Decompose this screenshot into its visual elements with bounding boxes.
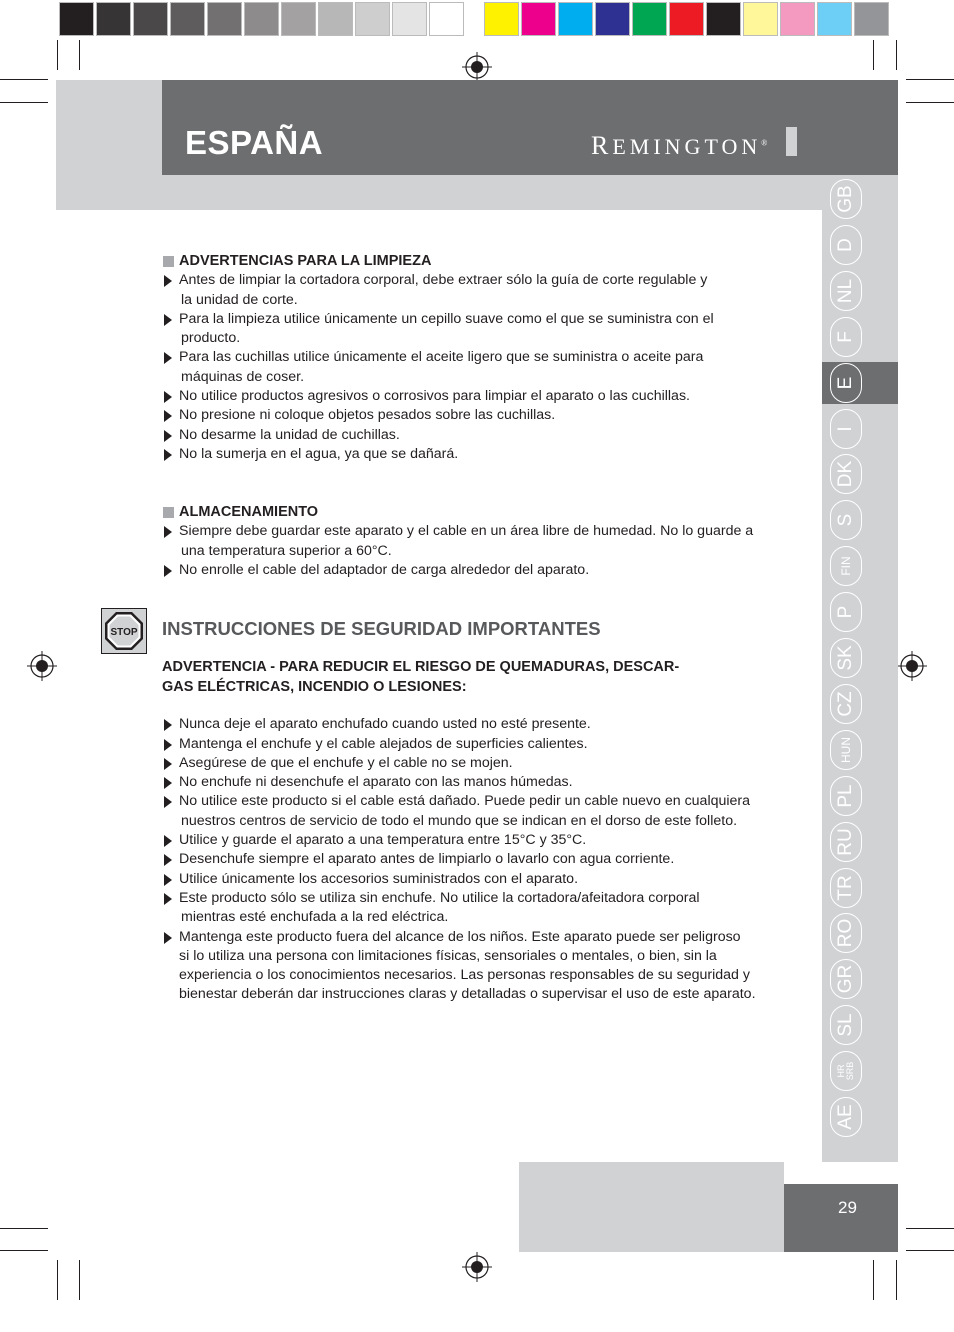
language-tab-pl[interactable]	[830, 776, 862, 816]
cleaning-list	[162, 271, 807, 464]
color-swatch	[706, 2, 741, 36]
language-tab-label: SL	[835, 1013, 856, 1037]
crop-mark	[79, 1260, 80, 1300]
list-item-line: máquinas de coser.	[181, 368, 305, 385]
list-item-line: No presione ni coloque objetos pesados sobre las cuchillas.	[179, 407, 556, 424]
list-item-line: No desarme la unidad de cuchillas.	[179, 426, 400, 443]
crop-mark	[873, 40, 874, 70]
safety-list	[162, 715, 807, 1004]
color-swatch	[595, 2, 630, 36]
triangle-bullet-icon	[164, 739, 172, 751]
language-tab-sk[interactable]	[830, 638, 862, 678]
list-item-line: No la sumerja en el agua, ya que se dañará.	[179, 445, 459, 462]
color-swatch	[484, 2, 519, 36]
color-swatch	[632, 2, 667, 36]
color-swatch	[133, 2, 168, 36]
color-swatch	[281, 2, 316, 36]
color-swatch	[318, 2, 353, 36]
section-heading	[162, 503, 807, 522]
crop-mark	[0, 102, 48, 103]
language-tab-ae[interactable]	[830, 1097, 862, 1137]
crop-mark	[0, 1228, 48, 1229]
language-tab-ru[interactable]	[830, 822, 862, 862]
page-title: ESPAÑA	[185, 124, 324, 161]
language-tab-label: PL	[835, 784, 856, 808]
color-swatch	[244, 2, 279, 36]
list-item-line: una temperatura superior a 60°C.	[181, 542, 392, 559]
list-item-line: No utilice este producto si el cable está dañado. Puede pedir un cable nuevo en cualquiera	[179, 793, 751, 810]
triangle-bullet-icon	[164, 391, 172, 403]
cmyk-color-bar	[484, 2, 891, 38]
triangle-bullet-icon	[164, 835, 172, 847]
safety-section	[162, 619, 807, 1005]
stop-sign-icon	[101, 608, 147, 654]
list-item-line: No enchufe ni desenchufe el aparato con las manos húmedas.	[179, 774, 573, 791]
brand-initial: R	[591, 131, 613, 160]
language-tab-label: DK	[835, 461, 856, 488]
triangle-bullet-icon	[164, 410, 172, 422]
triangle-bullet-icon	[164, 874, 172, 886]
square-bullet-icon	[163, 256, 174, 267]
language-tab-i[interactable]	[830, 409, 862, 449]
list-item-line: experiencia o los conocimientos necesarios. Las personas responsables de su seguridad y	[179, 967, 750, 984]
cleaning-section	[162, 252, 807, 464]
language-tab-label: P	[835, 605, 856, 619]
crop-mark	[79, 40, 80, 70]
language-tab-sl[interactable]	[830, 1005, 862, 1045]
list-item-line: Mantenga el enchufe y el cable alejados de superficies calientes.	[179, 735, 588, 752]
warning-text	[162, 657, 807, 697]
registration-mark-icon	[897, 651, 927, 681]
language-tab-label: CZ	[835, 691, 856, 717]
triangle-bullet-icon	[164, 275, 172, 287]
language-tab-label: RO	[835, 919, 856, 948]
grayscale-color-bar	[59, 2, 466, 38]
triangle-bullet-icon	[164, 893, 172, 905]
footer-background	[519, 1162, 784, 1252]
list-item	[162, 735, 807, 754]
language-tab-label: SK	[835, 645, 856, 671]
triangle-bullet-icon	[164, 719, 172, 731]
language-tab-label: AE	[835, 1104, 856, 1130]
list-item-line: Mantenga este producto fuera del alcance de los niños. Este aparato puede ser peligroso	[179, 928, 741, 945]
cleaning-heading: ADVERTENCIAS PARA LA LIMPIEZA	[179, 253, 432, 269]
list-item	[162, 889, 807, 928]
crop-mark	[896, 1260, 897, 1300]
triangle-bullet-icon	[164, 777, 172, 789]
language-tab-s[interactable]	[830, 500, 862, 540]
brand-logo: REMINGTON®	[591, 131, 768, 160]
language-tab-gb[interactable]	[830, 179, 862, 219]
list-item	[162, 715, 807, 734]
svg-text:STOP: STOP	[110, 627, 138, 638]
color-swatch	[669, 2, 704, 36]
triangle-bullet-icon	[164, 314, 172, 326]
color-swatch	[743, 2, 778, 36]
list-item	[162, 310, 807, 349]
triangle-bullet-icon	[164, 932, 172, 944]
list-item-line: Asegúrese de que el enchufe y el cable no se mojen.	[179, 754, 513, 771]
list-item	[162, 561, 807, 580]
list-item-line: Utilice y guarde el aparato a una temperatura entre 15°C y 35°C.	[179, 832, 587, 849]
crop-mark	[906, 102, 954, 103]
language-tab-dk[interactable]	[830, 454, 862, 494]
crop-mark	[873, 1260, 874, 1300]
color-swatch	[429, 2, 464, 36]
list-item-line: nuestros centros de servicio de todo el mundo que se indican en el dorso de este folleto.	[181, 812, 738, 829]
language-tab-d[interactable]	[830, 225, 862, 265]
section-heading	[162, 252, 807, 271]
list-item-line: bienestar deberán dar instrucciones claras y detalladas o supervisar el uso de este aparato.	[179, 986, 756, 1003]
triangle-bullet-icon	[164, 449, 172, 461]
triangle-bullet-icon	[164, 758, 172, 770]
triangle-bullet-icon	[164, 565, 172, 577]
color-swatch	[392, 2, 427, 36]
list-item	[162, 387, 807, 406]
page-number-box	[784, 1184, 898, 1252]
language-tab-label: GB	[835, 185, 856, 213]
language-tab-hr-srb[interactable]	[830, 1051, 862, 1091]
warning-line: ADVERTENCIA - PARA REDUCIR EL RIESGO DE QUEMADURAS, DESCAR-	[162, 659, 680, 676]
language-tab-label: NL	[835, 278, 856, 303]
square-bullet-icon	[163, 507, 174, 518]
storage-section	[162, 503, 807, 580]
brand-accent-block	[786, 127, 797, 156]
language-tab-nl[interactable]	[830, 271, 862, 311]
list-item-line: Siempre debe guardar este aparato y el cable en un área libre de humedad. No lo guarde a	[179, 523, 754, 540]
page-number: 29	[838, 1198, 857, 1217]
list-item	[162, 426, 807, 445]
triangle-bullet-icon	[164, 854, 172, 866]
language-tab-label: FIN	[839, 556, 853, 576]
list-item-line: No enrolle el cable del adaptador de carga alrededor del aparato.	[179, 561, 590, 578]
list-item	[162, 522, 807, 561]
registration-mark-icon	[462, 1252, 492, 1282]
color-swatch	[558, 2, 593, 36]
list-item	[162, 406, 807, 425]
color-swatch	[96, 2, 131, 36]
crop-mark	[0, 1250, 48, 1251]
color-swatch	[170, 2, 205, 36]
list-item	[162, 754, 807, 773]
list-item-line: Antes de limpiar la cortadora corporal, debe extraer sólo la guía de corte regulable y	[179, 272, 708, 289]
language-tab-label: S	[835, 513, 856, 527]
list-item-line: Utilice únicamente los accesorios suministrados con el aparato.	[179, 870, 579, 887]
language-tab-ro[interactable]	[830, 913, 862, 953]
language-tab-label: I	[835, 425, 856, 432]
language-tab-label: RU	[835, 827, 856, 856]
triangle-bullet-icon	[164, 430, 172, 442]
storage-heading: ALMACENAMIENTO	[179, 504, 319, 520]
registration-mark-icon	[462, 52, 492, 82]
crop-mark	[0, 79, 48, 80]
list-item	[162, 831, 807, 850]
list-item-line: Para la limpieza utilice únicamente un cepillo suave como el que se suministra con el	[179, 310, 714, 327]
warning-line: GAS ELÉCTRICAS, INCENDIO O LESIONES:	[162, 679, 467, 696]
language-tab-label: E	[835, 376, 856, 389]
language-tab-label: TR	[835, 874, 856, 901]
list-item-line: Este producto sólo se utiliza sin enchufe. No utilice la cortadora/afeitadora corporal	[179, 889, 700, 906]
list-item-line: mientras esté enchufada a la red eléctrica.	[181, 909, 449, 926]
list-item-line: No utilice productos agresivos o corrosivos para limpiar el aparato o las cuchillas.	[179, 388, 690, 405]
color-swatch	[521, 2, 556, 36]
color-swatch	[59, 2, 94, 36]
language-tab-hun[interactable]	[830, 730, 862, 770]
crop-mark	[906, 1228, 954, 1229]
color-swatch	[207, 2, 242, 36]
list-item	[162, 928, 807, 1005]
list-item	[162, 773, 807, 792]
list-item-line: Desenchufe siempre el aparato antes de limpiarlo o lavarlo con agua corriente.	[179, 851, 675, 868]
language-tab-cz[interactable]	[830, 684, 862, 724]
language-tab-label: HR SRB	[836, 1061, 855, 1081]
color-swatch	[854, 2, 889, 36]
list-item-line: producto.	[181, 330, 241, 347]
list-item	[162, 870, 807, 889]
language-tab-e[interactable]	[830, 363, 862, 403]
registration-mark-icon	[27, 651, 57, 681]
list-item-line: si lo utiliza una persona con limitaciones físicas, sensoriales o mentales, o bien, sin la	[179, 947, 717, 964]
language-tab-label: HUN	[839, 736, 853, 763]
list-item	[162, 271, 807, 310]
crop-mark	[896, 40, 897, 70]
language-tab-tr[interactable]	[830, 868, 862, 908]
list-item	[162, 348, 807, 387]
crop-mark	[906, 1250, 954, 1251]
list-item	[162, 850, 807, 869]
list-item-line: la unidad de corte.	[181, 291, 298, 308]
list-item	[162, 445, 807, 464]
crop-mark	[906, 79, 954, 80]
language-tab-fin[interactable]	[830, 546, 862, 586]
color-swatch	[355, 2, 390, 36]
crop-mark	[57, 40, 58, 70]
list-item	[162, 792, 807, 831]
triangle-bullet-icon	[164, 796, 172, 808]
safety-heading: INSTRUCCIONES DE SEGURIDAD IMPORTANTES	[162, 618, 601, 639]
list-item-line: Nunca deje el aparato enchufado cuando usted no esté presente.	[179, 716, 591, 733]
list-item-line: Para las cuchillas utilice únicamente el aceite ligero que se suministra o aceite para	[179, 349, 704, 366]
language-tab-gr[interactable]	[830, 959, 862, 999]
storage-list	[162, 522, 807, 580]
crop-mark	[57, 1260, 58, 1300]
triangle-bullet-icon	[164, 352, 172, 364]
language-tab-f[interactable]	[830, 317, 862, 357]
language-tab-label: D	[835, 238, 856, 252]
color-swatch	[817, 2, 852, 36]
language-tab-label: GR	[835, 965, 856, 994]
language-tab-label: F	[835, 330, 856, 343]
triangle-bullet-icon	[164, 526, 172, 538]
brand-rest: EMINGTON	[612, 134, 762, 159]
language-tab-p[interactable]	[830, 592, 862, 632]
color-swatch	[780, 2, 815, 36]
